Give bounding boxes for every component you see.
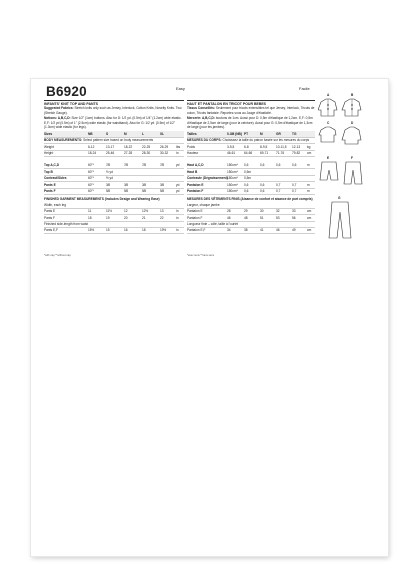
cell-value: 33 (292, 209, 296, 214)
cell-value: 60"* (88, 176, 94, 181)
cell-value: 18 (88, 215, 92, 220)
cell-value: 51 (260, 215, 264, 220)
size-header-cell: M (124, 131, 127, 136)
size-header-cell: PT (244, 131, 249, 136)
garment-sketches (318, 92, 370, 252)
size-header-fr (187, 131, 315, 137)
row-label: Pants E,F (44, 228, 58, 233)
cell-value: in (176, 228, 179, 233)
cell-value: 18-24 (88, 151, 97, 155)
cell-value: 30 (260, 209, 264, 214)
cell-value: m (307, 163, 310, 168)
body-measure-en-row (44, 151, 184, 157)
row-label: Top B (44, 169, 53, 174)
sketch-label-d: D (351, 121, 354, 125)
fabrics-fr: Tissus Conseillés: Seulement pour tricots extensibles tel que Jersey, Interlock, Tricots de coton, Tricots fantaisie. Reportez-vous au Jauge d'élasticité. (187, 106, 315, 115)
english-column (44, 102, 184, 234)
cell-value: 46 (227, 215, 231, 220)
size-header-cell: S (106, 131, 109, 136)
footnote-fr: *avec sens **sans sens (187, 254, 215, 257)
cell-value: m (307, 188, 310, 193)
cell-value: 5⁄8 (106, 188, 111, 193)
row-label: Pants E (44, 209, 56, 214)
row-label: Height (44, 151, 54, 155)
sketch-top-c (319, 127, 336, 142)
title-fr: HAUT ET PANTALON EN TRICOT POUR BEBES (187, 102, 267, 106)
cell-value: 18 (142, 228, 146, 233)
cell-value: yd (176, 188, 180, 193)
cell-value: 46-61 (227, 151, 236, 155)
size-header-cell: GR (276, 131, 281, 136)
row-label: Haut B (187, 169, 198, 174)
cell-value: 150cm* (227, 182, 238, 187)
cell-value: 12 (124, 209, 128, 214)
body-measure-fr-row (187, 151, 315, 157)
row-label: Hauteur (187, 151, 199, 155)
cell-value: 0,6 (244, 182, 249, 187)
cell-value: cm (307, 209, 312, 214)
footnote-en: *with nap **without nap (44, 254, 71, 257)
cell-value: 15½ (88, 228, 95, 233)
cell-value: 3⁄8 (142, 182, 147, 187)
sketch-pants-e (320, 162, 338, 180)
size-header-cell: Sizes (44, 131, 53, 136)
size-header-cell: NB (88, 131, 93, 136)
cell-value: ½ yd (106, 176, 113, 181)
cell-value: 12½ (142, 209, 149, 214)
cell-value: 0,5m (244, 176, 252, 181)
cell-value: 0,6 (260, 182, 265, 187)
row-label: Pantalon F (187, 188, 204, 193)
cell-value: 150cm* (227, 176, 238, 181)
cell-value: 0,7 (292, 188, 297, 193)
row-label: Contraste (Dégraissement) (187, 176, 228, 181)
finished-title-fr: MESURES DES VÊTEMENTS FINIS (Aisance de confort et aisance de port compris) (187, 196, 313, 201)
cell-value: 79-82 (292, 151, 301, 155)
cell-value: 6-8 (244, 144, 249, 149)
cell-value: 25-46 (106, 151, 115, 155)
sketch-label-a: A (327, 93, 330, 97)
difficulty-label-en: Easy (176, 86, 185, 91)
cell-value: 11 (88, 209, 92, 214)
size-header-cell: TG (292, 131, 297, 136)
title-en: INFANTS' KNIT TOP AND PANTS (44, 102, 98, 106)
cell-value: 56 (292, 215, 296, 220)
cell-value: 15 (106, 228, 110, 233)
cell-value: 13 (160, 209, 164, 214)
row-label: Pants F (44, 188, 56, 193)
size-header-cell: 0-3M (NB) (227, 131, 242, 136)
cell-value: 34 (227, 228, 231, 233)
cell-value: 13-17 (106, 144, 115, 149)
cell-value: 7⁄8 (106, 163, 111, 168)
row-label: Pantalon E (187, 209, 203, 214)
cell-value: 150cm* (227, 169, 238, 174)
sketch-top-d (342, 127, 361, 144)
cell-value: 12-13 (292, 144, 301, 149)
cell-value: 19 (106, 215, 110, 220)
header-rule-fr (187, 100, 315, 101)
cell-value: 3⁄8 (106, 182, 111, 187)
sketch-label-e: E (327, 156, 330, 160)
cell-value: 0,7 (276, 182, 281, 187)
row-label: Finished side-length from waist (44, 221, 88, 226)
row-label: Longueur finie – côté, taille à l'ourlet (187, 221, 238, 226)
cell-value: 0,5m (244, 169, 252, 174)
cell-value: 48 (244, 215, 248, 220)
cell-value: 32 (276, 209, 280, 214)
cell-value: 5⁄8 (142, 188, 147, 193)
fabric-fr-row (187, 189, 315, 195)
sketch-label-b: B (351, 93, 354, 97)
cell-value: kg (307, 144, 311, 149)
cell-value: 5⁄8 (160, 188, 165, 193)
french-column (187, 102, 315, 234)
body-measure-fr: MESURES DU CORPS: Choisissez la taille du patron basée sur les mesures du corps (187, 138, 315, 144)
row-label: Top A,C,D (44, 163, 60, 168)
row-label: Haut A,C,D (187, 163, 204, 168)
size-header-cell: M (260, 131, 263, 136)
cell-value: 0,6 (260, 163, 265, 168)
sketch-label-c: C (327, 121, 330, 125)
cell-value: lbs (176, 144, 181, 149)
pattern-code: B6920 (46, 84, 87, 99)
cell-value: m (307, 182, 310, 187)
cell-value: 28-30 (142, 151, 151, 155)
cell-value: 7⁄8 (160, 163, 165, 168)
sketch-pants-f (344, 162, 362, 184)
cell-value: 21 (142, 215, 146, 220)
size-header-en (44, 131, 184, 137)
sketch-label-g: G (338, 196, 341, 200)
cell-value: 27-28 (124, 151, 133, 155)
cell-value: 7⁄8 (124, 163, 129, 168)
cell-value: 60"* (88, 169, 94, 174)
cell-value: 69-71 (260, 151, 269, 155)
finished-en-row (44, 228, 184, 234)
cell-value: 3⁄8 (124, 182, 129, 187)
cell-value: yd (176, 182, 180, 187)
body-measure-en: BODY MEASUREMENTS: Select pattern size based on body measurements (44, 138, 184, 144)
header-rule-en (44, 100, 184, 101)
cell-value: 3-5,5 (227, 144, 235, 149)
cell-value: in (176, 151, 179, 155)
row-label: Pants E (44, 182, 56, 187)
cell-value: 53 (276, 215, 280, 220)
notions-fr: Mercerie: A,B,C,D: boutons de 1cm. Aussi pour D: 0,5m d'élastique de 1,2cm. E,F: 0,5m d'élastique de 2,5cm de large (pour la ceinture). Aussi pour G: 0,5m d'élastique de 1,3cm de large (pour les jambes). (187, 116, 313, 130)
cell-value: 5⁄8 (124, 188, 129, 193)
cell-value: 60"* (88, 163, 94, 168)
cell-value: cm (307, 215, 312, 220)
cell-value: 38 (244, 228, 248, 233)
finished-fr-row (187, 228, 315, 234)
row-label: Pantalon E (187, 182, 204, 187)
row-label: Pants F (44, 215, 55, 220)
cell-value: 7⁄8 (142, 163, 147, 168)
cell-value: 64-66 (244, 151, 253, 155)
cell-value: 16 (124, 228, 128, 233)
cell-value: cm (307, 151, 312, 155)
size-header-cell: Tailles (187, 131, 197, 136)
cell-value: 19½ (160, 228, 167, 233)
notions-en: Notions: A,B,C,D: Size 1/2" (1cm) buttons. Also for D: 1/2 yd. (0.5m) of 1/4" (1.2cm) wide elastic. E,F: 1/2 yd (0.5m) of 1" (2.5cm) wide elastic (for waistband). Also for G: 1/2 yd. (0.5m) of 1/2" (1.3cm) wide elastic (for legs). (44, 116, 182, 130)
difficulty-label-fr: Facile (299, 86, 310, 91)
cell-value: 0,6 (244, 188, 249, 193)
cell-value: 3⁄8 (160, 182, 165, 187)
row-label: Pantalon E,F (187, 228, 206, 233)
row-label: Contrast/Sides (44, 176, 67, 181)
cell-value: 0,7 (292, 182, 297, 187)
finished-title-en: FINISHED GARMENT MEASUREMENTS (Includes Design and Wearing Ease) (44, 196, 160, 201)
cell-value: 0,6 (276, 163, 281, 168)
cell-value: 0,6 (292, 163, 297, 168)
cell-value: 60"* (88, 182, 94, 187)
row-label: Largeur, chaque jambe (187, 202, 220, 207)
cell-value: 60"* (88, 188, 94, 193)
sketch-top-a (318, 99, 337, 116)
cell-value: 30-32 (160, 151, 169, 155)
cell-value: 150cm* (227, 163, 238, 168)
fabric-en-row (44, 189, 184, 195)
cell-value: 0,6 (244, 163, 249, 168)
row-label: Weight (44, 144, 54, 149)
cell-value: 41 (260, 228, 264, 233)
cell-value: yd (176, 163, 180, 168)
cell-value: 10-11,5 (276, 144, 287, 149)
cell-value: 71-76 (276, 151, 285, 155)
cell-value: ½ yd (106, 169, 113, 174)
cell-value: in (176, 215, 179, 220)
cell-value: 0,6 (260, 188, 265, 193)
cell-value: 20 (124, 215, 128, 220)
cell-value: 49 (292, 228, 296, 233)
cell-value: cm (307, 228, 312, 233)
sketch-pants-g (329, 202, 351, 238)
cell-value: 18-22 (124, 144, 133, 149)
row-label: Width, each leg (44, 202, 66, 207)
fabrics-en: Suggested Fabrics: Stretch knits only such as Jersey, Interlock, Cotton Knits, Novelty Knits. Two (Stretch Gauge). (44, 106, 182, 115)
cell-value: 26-29 (160, 144, 169, 149)
cell-value: 11½ (106, 209, 112, 214)
sketch-top-b (342, 99, 361, 116)
cell-value: 150cm* (227, 188, 238, 193)
cell-value: in (176, 209, 179, 214)
cell-value: 0,7 (276, 188, 281, 193)
size-header-cell: L (142, 131, 144, 136)
cell-value: 46 (276, 228, 280, 233)
cell-value: 29 (244, 209, 248, 214)
cell-value: 22-25 (142, 144, 151, 149)
cell-value: 28 (227, 209, 231, 214)
sketch-label-f: F (351, 156, 353, 160)
cell-value: 22 (160, 215, 164, 220)
cell-value: 6-12 (88, 144, 95, 149)
size-header-cell: XL (160, 131, 165, 136)
row-label: Pantalon F (187, 215, 203, 220)
row-label: Poids (187, 144, 195, 149)
cell-value: 8-9,5 (260, 144, 268, 149)
